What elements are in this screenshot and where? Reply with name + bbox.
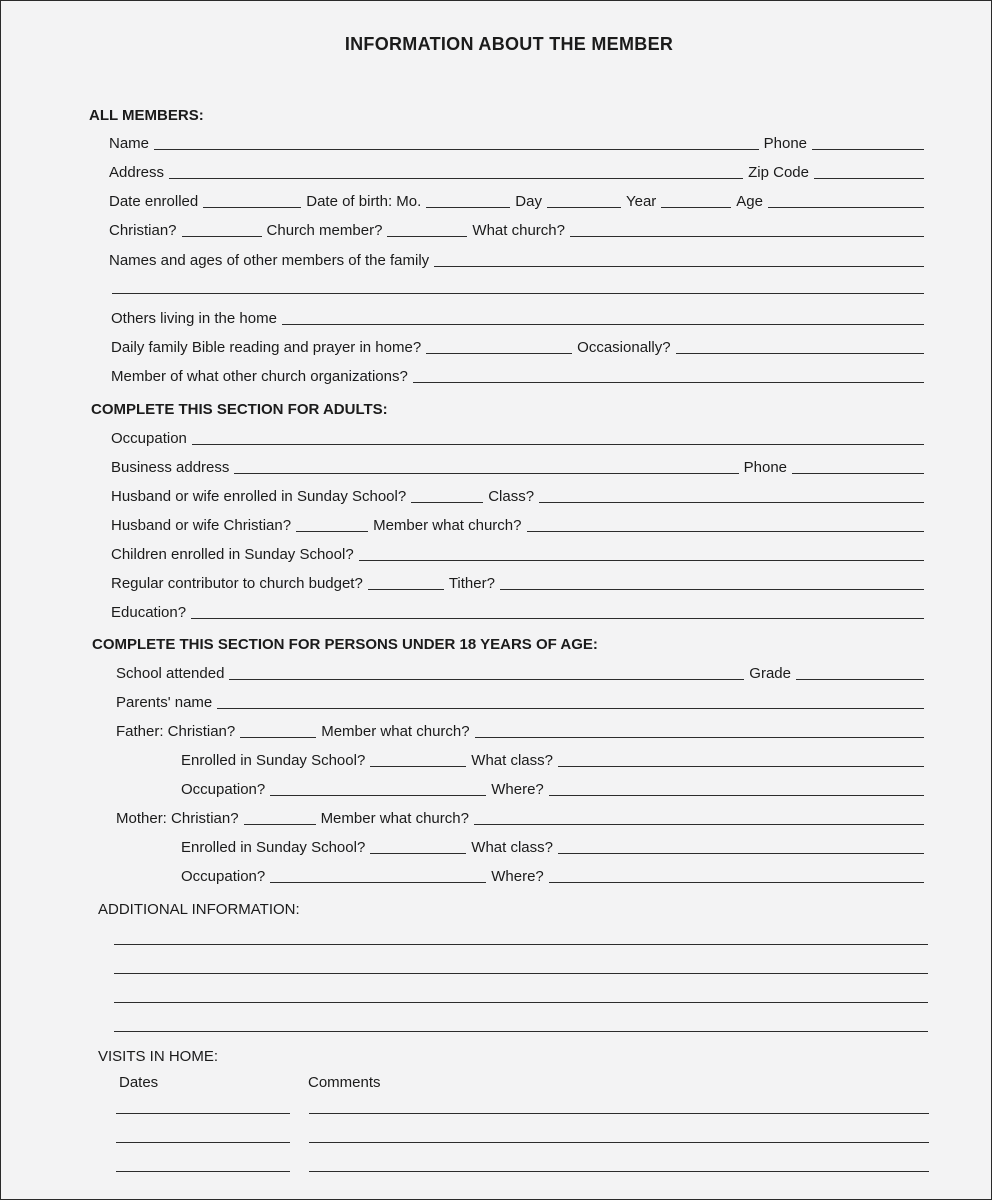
school-attended-field[interactable]: [229, 679, 744, 680]
children-enrolled-row: [109, 542, 927, 564]
address-row: [107, 160, 927, 182]
mother-what-class-label: What class?: [471, 839, 553, 856]
children-enrolled-label: Children enrolled in Sunday School?: [111, 546, 354, 563]
tither-field[interactable]: [500, 589, 924, 590]
visit-date-line-1[interactable]: [116, 1113, 290, 1114]
name-label: Name: [109, 135, 150, 152]
visit-comment-line-2[interactable]: [309, 1142, 929, 1143]
business-address-label: Business address: [111, 459, 230, 476]
school-row: [114, 661, 927, 683]
father-occupation-row: [179, 777, 927, 799]
bible-reading-label: Daily family Bible reading and prayer in home?: [111, 339, 422, 356]
adults-heading: COMPLETE THIS SECTION FOR ADULTS:: [91, 401, 388, 418]
father-christian-label: Father: Christian?: [116, 723, 236, 740]
father-enrolled-field[interactable]: [370, 766, 466, 767]
name-field[interactable]: [154, 149, 759, 150]
bible-reading-row: [109, 335, 927, 357]
spouse-christian-label: Husband or wife Christian?: [111, 517, 292, 534]
visits-dates-label: Dates: [119, 1074, 159, 1091]
others-living-field[interactable]: [282, 324, 924, 325]
business-address-row: [109, 455, 927, 477]
father-enrolled-label: Enrolled in Sunday School?: [181, 752, 366, 769]
church-member-field[interactable]: [387, 236, 467, 237]
father-where-field[interactable]: [549, 795, 924, 796]
mother-enrolled-label: Enrolled in Sunday School?: [181, 839, 366, 856]
bible-reading-field[interactable]: [426, 353, 572, 354]
mother-row: [114, 806, 927, 828]
page-title: INFORMATION ABOUT THE MEMBER: [344, 34, 674, 54]
additional-info-line-4[interactable]: [114, 1031, 928, 1032]
date-enrolled-label: Date enrolled: [109, 193, 199, 210]
additional-info-heading: ADDITIONAL INFORMATION:: [98, 901, 300, 918]
spouse-christian-field[interactable]: [296, 531, 368, 532]
business-phone-field[interactable]: [792, 473, 924, 474]
children-enrolled-field[interactable]: [359, 560, 924, 561]
mother-enrolled-row: [179, 835, 927, 857]
all-members-heading: ALL MEMBERS:: [89, 107, 204, 124]
family-members-label: Names and ages of other members of the family: [109, 252, 430, 269]
visit-comment-line-3[interactable]: [309, 1171, 929, 1172]
visit-comment-line-1[interactable]: [309, 1113, 929, 1114]
father-occupation-field[interactable]: [270, 795, 486, 796]
spouse-christian-row: [109, 513, 927, 535]
mother-occupation-label: Occupation?: [181, 868, 266, 885]
parents-name-row: [114, 690, 927, 712]
dob-day-label: Day: [515, 193, 542, 210]
dates-row: [107, 189, 927, 211]
spouse-member-church-label: Member what church?: [373, 517, 522, 534]
mother-where-label: Where?: [491, 868, 544, 885]
school-attended-label: School attended: [116, 665, 225, 682]
mother-enrolled-field[interactable]: [370, 853, 466, 854]
dob-month-label: Date of birth: Mo.: [306, 193, 422, 210]
mother-occupation-row: [179, 864, 927, 886]
additional-info-line-1[interactable]: [114, 944, 928, 945]
others-living-label: Others living in the home: [111, 310, 277, 327]
mother-member-church-field[interactable]: [474, 824, 924, 825]
father-member-church-field[interactable]: [475, 737, 924, 738]
dob-year-label: Year: [625, 193, 657, 210]
dob-year-field[interactable]: [661, 207, 731, 208]
address-field[interactable]: [169, 178, 743, 179]
spouse-enrolled-field[interactable]: [411, 502, 483, 503]
age-label: Age: [736, 193, 763, 210]
address-label: Address: [109, 164, 165, 181]
business-address-field[interactable]: [234, 473, 738, 474]
visit-date-line-3[interactable]: [116, 1171, 290, 1172]
additional-info-line-3[interactable]: [114, 1002, 928, 1003]
father-what-class-field[interactable]: [558, 766, 924, 767]
father-where-label: Where?: [491, 781, 544, 798]
father-enrolled-row: [179, 748, 927, 770]
class-label: Class?: [488, 488, 535, 505]
occupation-field[interactable]: [192, 444, 924, 445]
occupation-row: [109, 426, 927, 448]
phone-label: Phone: [763, 135, 807, 152]
visits-comments-label: Comments: [308, 1074, 381, 1091]
church-member-label: Church member?: [266, 222, 383, 239]
family-members-field[interactable]: [434, 266, 924, 267]
education-label: Education?: [111, 604, 187, 621]
mother-member-church-label: Member what church?: [320, 810, 469, 827]
dob-month-field[interactable]: [426, 207, 510, 208]
visits-heading: VISITS IN HOME:: [98, 1048, 219, 1065]
family-row: [107, 248, 927, 270]
father-what-class-label: What class?: [471, 752, 553, 769]
parents-name-field[interactable]: [217, 708, 924, 709]
mother-christian-field[interactable]: [244, 824, 316, 825]
date-enrolled-field[interactable]: [203, 207, 301, 208]
christian-row: [107, 218, 927, 240]
contributor-row: [109, 571, 927, 593]
mother-where-field[interactable]: [549, 882, 924, 883]
regular-contributor-label: Regular contributor to church budget?: [111, 575, 363, 592]
phone-field[interactable]: [812, 149, 924, 150]
occupation-label: Occupation: [111, 430, 187, 447]
name-row: [107, 131, 927, 153]
christian-field[interactable]: [182, 236, 262, 237]
under-18-heading: COMPLETE THIS SECTION FOR PERSONS UNDER 18 YEARS OF AGE:: [92, 636, 598, 653]
education-field[interactable]: [191, 618, 924, 619]
parents-name-label: Parents' name: [116, 694, 213, 711]
occasionally-label: Occasionally?: [577, 339, 671, 356]
zip-code-field[interactable]: [814, 178, 924, 179]
mother-what-class-field[interactable]: [558, 853, 924, 854]
family-members-field-line-2[interactable]: [112, 293, 924, 294]
visit-date-line-2[interactable]: [116, 1142, 290, 1143]
christian-label: Christian?: [109, 222, 177, 239]
father-row: [114, 719, 927, 741]
father-christian-field[interactable]: [240, 737, 316, 738]
others-living-row: [109, 306, 927, 328]
tither-label: Tither?: [448, 575, 495, 592]
other-orgs-field[interactable]: [413, 382, 924, 383]
father-occupation-label: Occupation?: [181, 781, 266, 798]
other-orgs-row: [109, 364, 927, 386]
education-row: [109, 600, 927, 622]
spouse-enrolled-label: Husband or wife enrolled in Sunday School?: [111, 488, 407, 505]
business-phone-label: Phone: [743, 459, 787, 476]
grade-field[interactable]: [796, 679, 924, 680]
zip-code-label: Zip Code: [748, 164, 809, 181]
spouse-member-church-field[interactable]: [527, 531, 925, 532]
what-church-label: What church?: [472, 222, 565, 239]
what-church-field[interactable]: [570, 236, 924, 237]
dob-day-field[interactable]: [547, 207, 621, 208]
age-field[interactable]: [768, 207, 924, 208]
additional-info-line-2[interactable]: [114, 973, 928, 974]
class-field[interactable]: [539, 502, 924, 503]
mother-occupation-field[interactable]: [270, 882, 486, 883]
spouse-enrolled-row: [109, 484, 927, 506]
regular-contributor-field[interactable]: [368, 589, 444, 590]
other-orgs-label: Member of what other church organizations?: [111, 368, 408, 385]
father-member-church-label: Member what church?: [321, 723, 470, 740]
grade-label: Grade: [749, 665, 791, 682]
mother-christian-label: Mother: Christian?: [116, 810, 239, 827]
occasionally-field[interactable]: [676, 353, 924, 354]
